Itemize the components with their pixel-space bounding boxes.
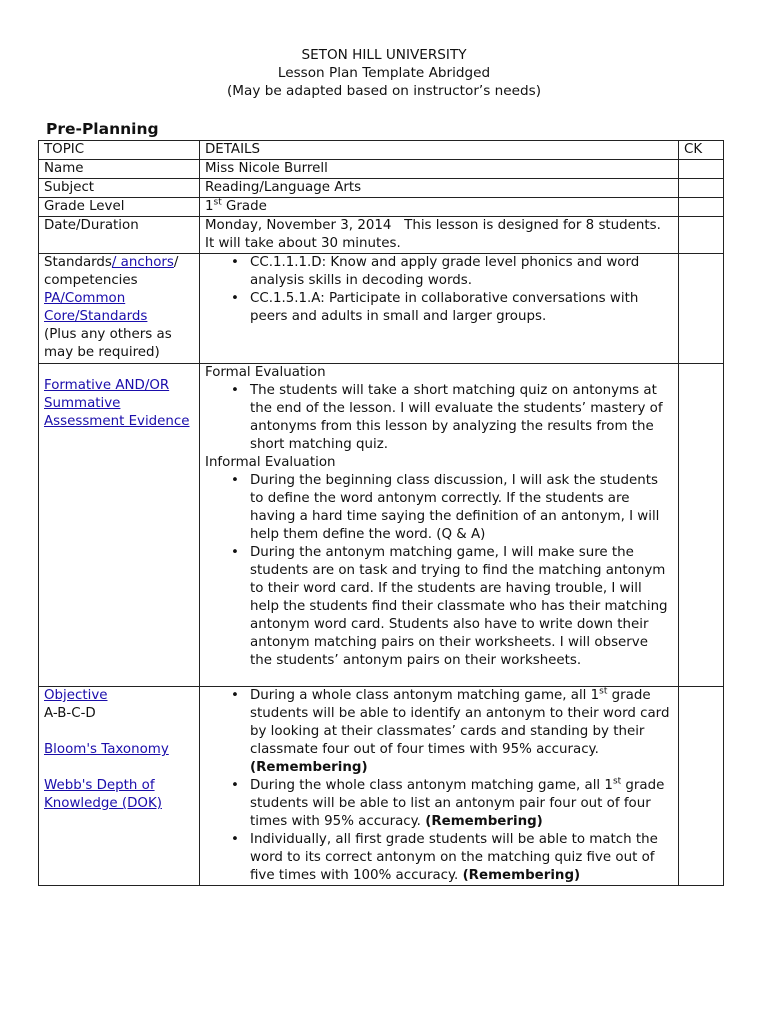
pa-common-core-link[interactable]: PA/Common Core/Standards: [44, 291, 148, 324]
university-name: SETON HILL UNIVERSITY: [301, 47, 467, 63]
name-label: Name: [39, 160, 200, 179]
assessment-details: [200, 364, 679, 687]
spacer: [205, 670, 673, 686]
list-item: • CC.1.5.1.A: Participate in collaborative conversations with peers and adults in small and larger groups.: [250, 290, 673, 326]
header-topic: TOPIC: [39, 141, 200, 160]
table-row: [39, 254, 724, 364]
standards-details: [200, 254, 679, 364]
header-details: DETAILS: [200, 141, 679, 160]
table-row: [39, 217, 724, 254]
grade-value: [200, 198, 679, 217]
item-bold: (Remembering): [425, 814, 543, 829]
grade-suffix: st: [213, 197, 222, 208]
list-item: [250, 777, 673, 831]
item-text: grade students will be able to identify an antonym to their word card by looking at their classmates’ cards and standing by their classmate four out of four times with 95% accuracy.: [250, 688, 670, 757]
ck-cell: [679, 254, 724, 364]
item-text: During the whole class antonym matching game, all 1: [250, 778, 613, 793]
ck-cell: [679, 217, 724, 254]
blooms-taxonomy-link[interactable]: Bloom's Taxonomy: [44, 742, 169, 757]
ck-cell: [679, 687, 724, 886]
item-text: During a whole class antonym matching game, all 1: [250, 688, 600, 703]
lesson-plan-table: [38, 140, 724, 886]
informal-evaluation-list: [205, 472, 673, 670]
item-sup: st: [599, 686, 608, 697]
objective-link[interactable]: Objective: [44, 688, 108, 703]
table-row: [39, 364, 724, 687]
ck-cell: [679, 179, 724, 198]
grade-rest: Grade: [221, 199, 267, 214]
assessment-label: [39, 364, 200, 687]
standards-text: Standards: [44, 255, 112, 270]
ck-cell: [679, 364, 724, 687]
spacer: [44, 759, 194, 777]
ck-cell: [679, 198, 724, 217]
anchors-link[interactable]: / anchors: [111, 255, 174, 270]
list-item: • The students will take a short matching quiz on antonyms at the end of the lesson. I will evaluate the students’ mastery of antonyms from this lesson by analyzing the results from the short matching quiz.: [250, 382, 673, 454]
competencies-text: / competencies: [44, 255, 179, 288]
item-bold: (Remembering): [250, 760, 368, 775]
spacer: [44, 723, 194, 741]
template-note: (May be adapted based on instructor’s needs): [226, 83, 541, 99]
section-title: Pre-Planning: [46, 120, 159, 138]
formal-evaluation-list: [205, 382, 673, 454]
table-row: [39, 198, 724, 217]
abcd-text: A-B-C-D: [44, 706, 96, 721]
grade-label: Grade Level: [39, 198, 200, 217]
list-item: • During the beginning class discussion, I will ask the students to define the word antonym correctly. If the students are having a hard time saying the definition of an antonym, I will help them define the word. (Q & A): [250, 472, 673, 544]
document-header: [0, 46, 768, 100]
formal-evaluation-heading: Formal Evaluation: [205, 365, 326, 380]
table-row: [39, 687, 724, 886]
item-text: Individually, all first grade students will be able to match the word to its correct antonym on the matching quiz five out of five times with 100% accuracy.: [250, 832, 658, 883]
subject-label: Subject: [39, 179, 200, 198]
header-ck: CK: [679, 141, 724, 160]
objective-list: [205, 687, 673, 885]
list-item: [250, 831, 673, 885]
item-bold: (Remembering): [462, 868, 581, 883]
subject-value: Reading/Language Arts: [200, 179, 679, 198]
informal-evaluation-heading: Informal Evaluation: [205, 455, 336, 470]
date-label: Date/Duration: [39, 217, 200, 254]
item-sup: st: [612, 776, 622, 787]
standards-note: (Plus any others as may be required): [44, 327, 172, 360]
ck-cell: [679, 160, 724, 179]
objective-label: [39, 687, 200, 886]
table-row: [39, 179, 724, 198]
date-value: Monday, November 3, 2014 This lesson is designed for 8 students. It will take about 30 minutes.: [200, 217, 679, 254]
assessment-link[interactable]: Formative AND/OR Summative Assessment Evidence: [44, 378, 190, 429]
item-text: grade students will be able to list an antonym pair four out of four times with 95% accuracy.: [250, 778, 665, 829]
grade-number: 1: [205, 199, 214, 214]
standards-list: [205, 254, 673, 326]
table-header-row: [39, 141, 724, 160]
list-item: • During the antonym matching game, I will make sure the students are on task and trying to find the matching antonym to their word card. If the students are having trouble, I will help the students find their classmate who has their matching antonym word card. Students also have to write down their antonym matching pairs on their worksheets. I will observe the students’ antonym pairs on their worksheets.: [250, 544, 673, 670]
name-value: Miss Nicole Burrell: [200, 160, 679, 179]
list-item: [250, 687, 673, 777]
list-item: • CC.1.1.1.D: Know and apply grade level phonics and word analysis skills in decoding words.: [250, 254, 673, 290]
objective-details: [200, 687, 679, 886]
webbs-dok-link[interactable]: Webb's Depth of Knowledge (DOK): [44, 778, 162, 811]
template-title: Lesson Plan Template Abridged: [277, 65, 491, 81]
standards-label: [39, 254, 200, 364]
table-row: [39, 160, 724, 179]
